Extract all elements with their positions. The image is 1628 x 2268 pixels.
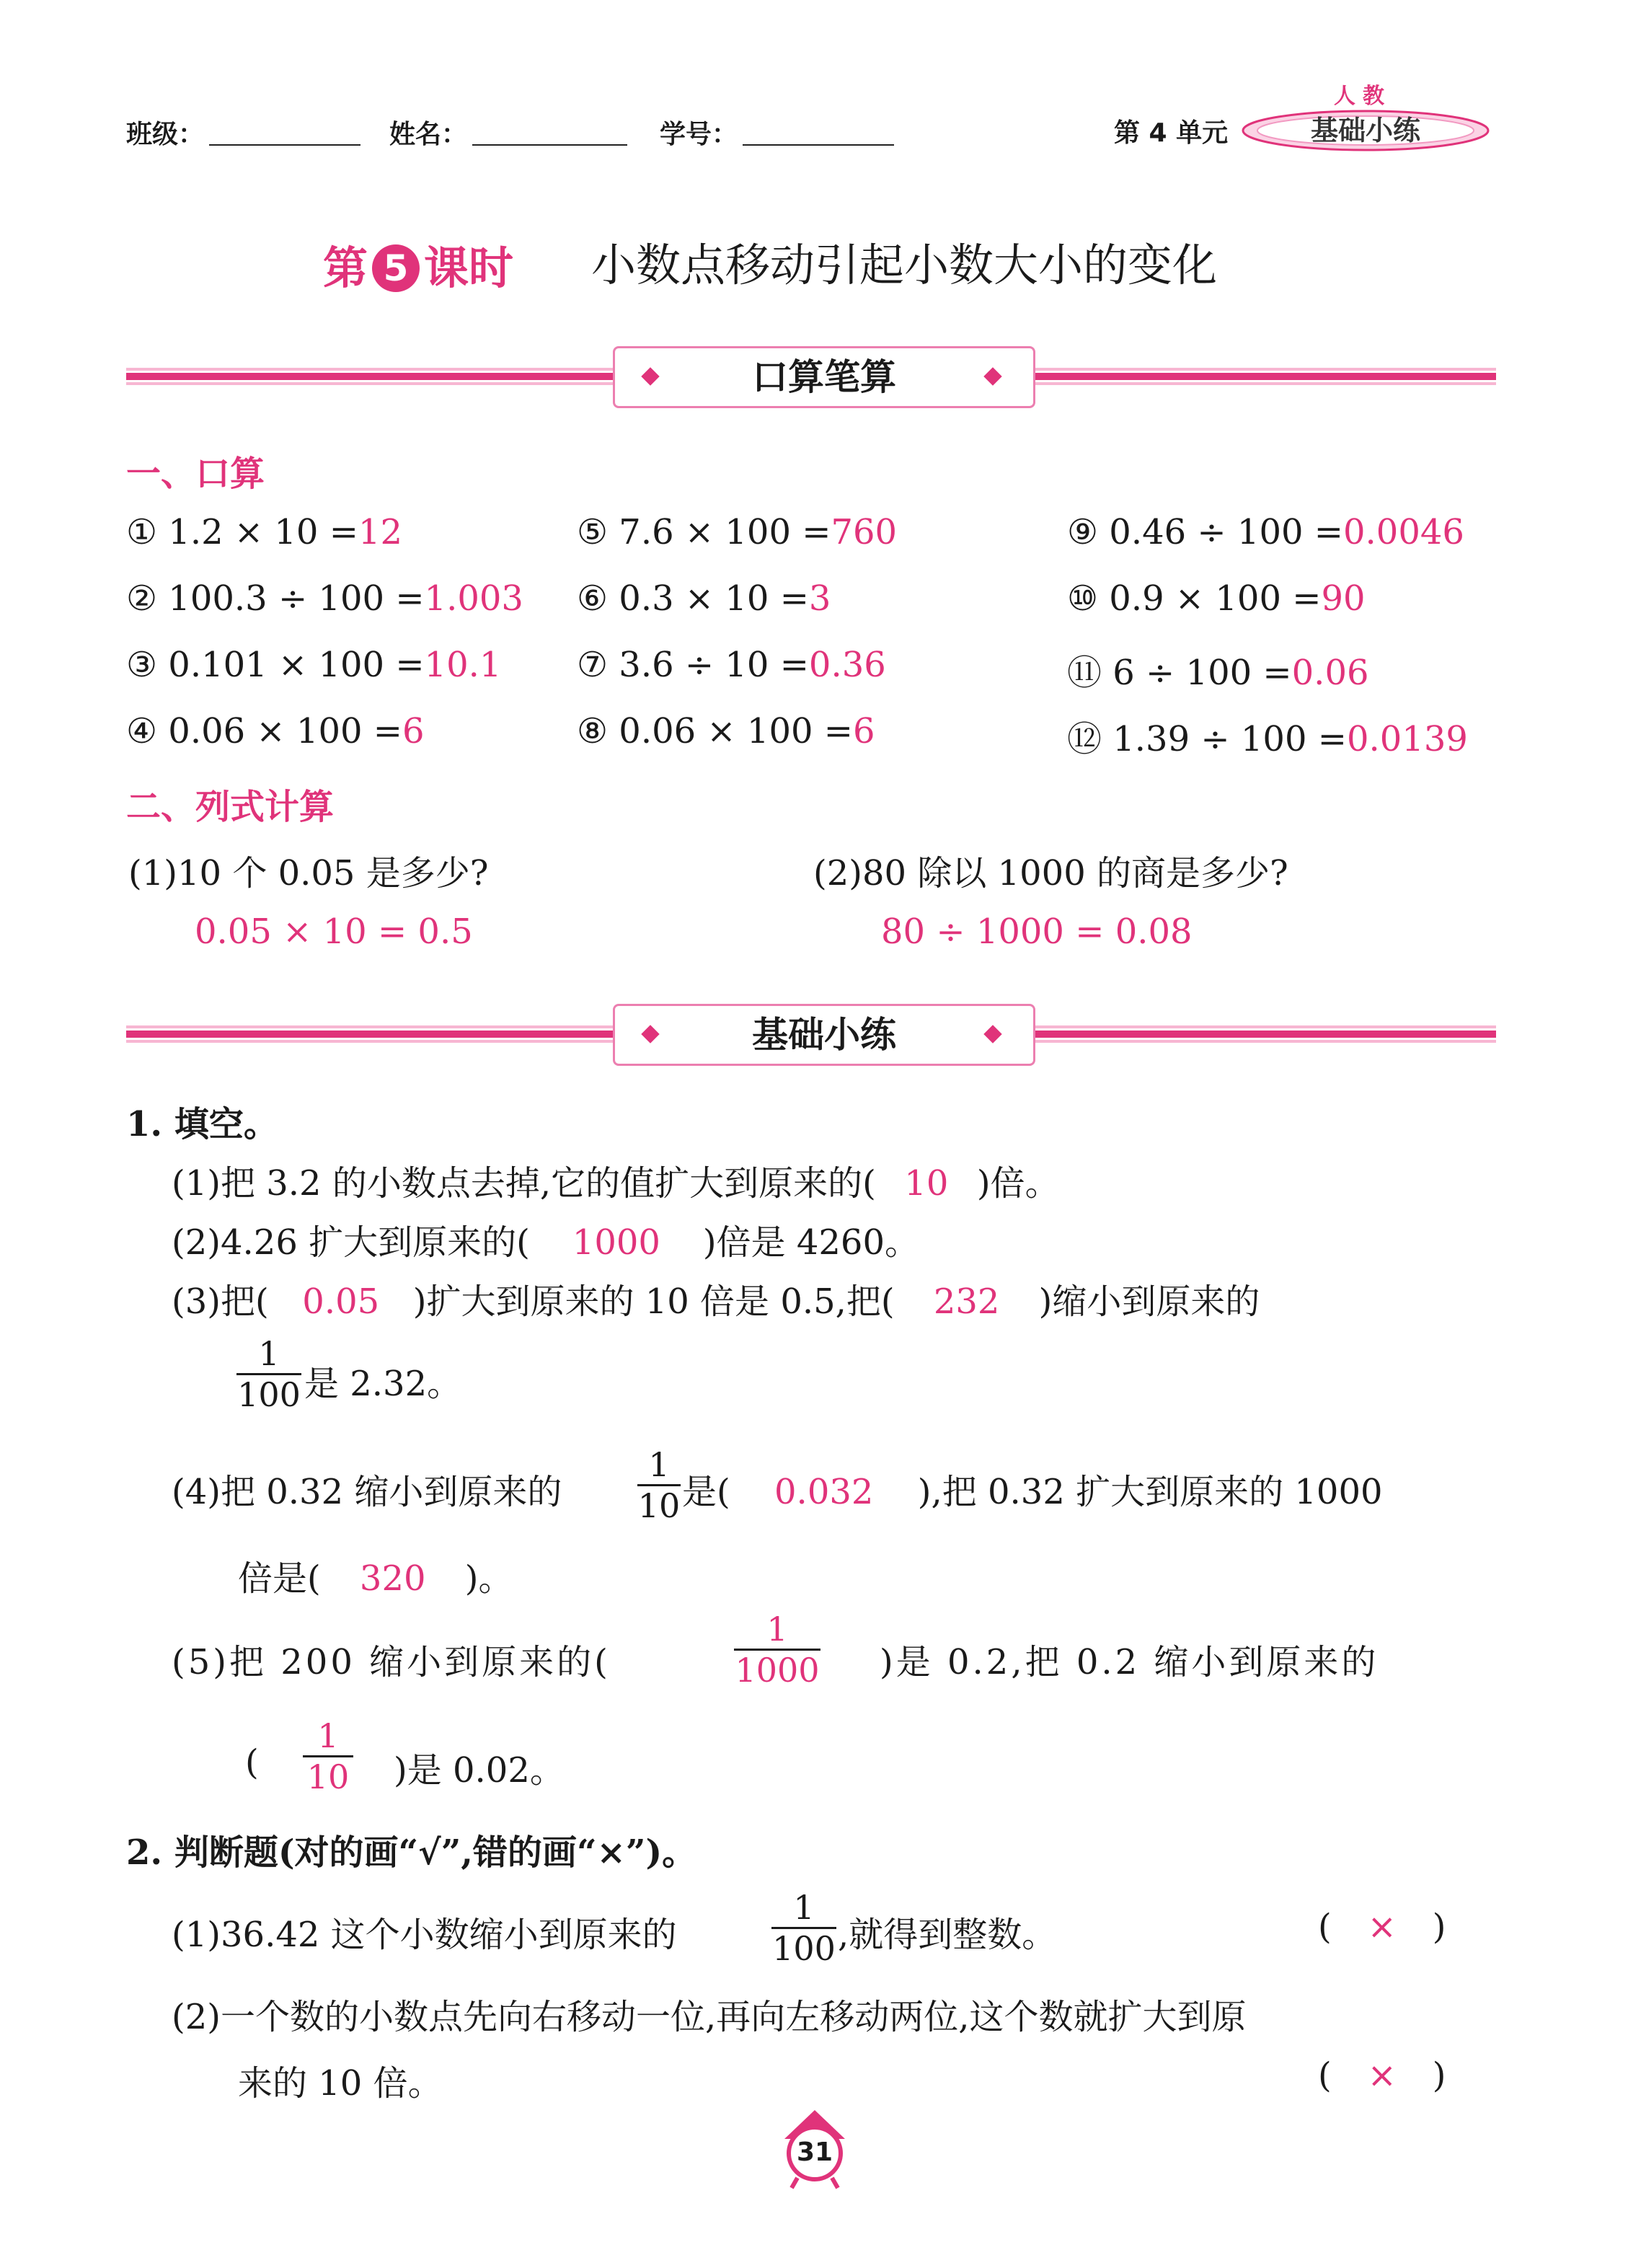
cross-icon: × bbox=[1367, 1907, 1397, 1947]
badge-text: 基础小练 bbox=[1310, 115, 1420, 146]
judge-answer-2: ( × ) bbox=[1318, 2055, 1446, 2096]
fill-answer: 232 bbox=[933, 1281, 1000, 1322]
fill-answer: 10 bbox=[904, 1163, 949, 1204]
class-blank bbox=[209, 144, 360, 146]
section-banner-basic bbox=[126, 1004, 1496, 1064]
oral-item: ⑩ 0.9 × 100 =90 bbox=[1067, 578, 1366, 619]
written-question: (1)10 个 0.05 是多少? bbox=[128, 853, 489, 893]
oral-item: ② 100.3 ÷ 100 =1.003 bbox=[126, 578, 523, 619]
lesson-number-circle: 5 bbox=[372, 244, 420, 292]
written-heading: 二、列式计算 bbox=[126, 787, 335, 827]
question-2-title: 2. 判断题(对的画“√”,错的画“×”)。 bbox=[126, 1832, 697, 1873]
fill-item-3-end: 是 2.32。 bbox=[304, 1364, 462, 1404]
fill-item-2: (2)4.26 扩大到原来的( 1000 )倍是 4260。 bbox=[172, 1222, 920, 1263]
fill-item-4: (4)把 0.32 缩小到原来的 bbox=[172, 1472, 562, 1512]
section-banner-oral bbox=[126, 346, 1496, 407]
judge-item-1-b: ,就得到整数。 bbox=[838, 1915, 1057, 1955]
judge-answer-1: ( × ) bbox=[1318, 1907, 1446, 1947]
fraction: 1 100 bbox=[237, 1334, 301, 1414]
banner-box bbox=[613, 346, 1035, 408]
question-1-title: 1. 填空。 bbox=[126, 1104, 278, 1144]
fill-answer: 0.05 bbox=[302, 1281, 380, 1322]
fill-item-5: (5)把 200 缩小到原来的( bbox=[172, 1642, 611, 1682]
lesson-number bbox=[323, 232, 513, 296]
written-answer: 0.05 × 10 = 0.5 bbox=[195, 912, 473, 952]
fill-item-4-c: 倍是( 320 )。 bbox=[238, 1558, 513, 1599]
series-badge bbox=[1240, 108, 1491, 153]
oral-item: ⑦ 3.6 ÷ 10 =0.36 bbox=[577, 645, 886, 685]
oral-heading: 一、口算 bbox=[126, 454, 265, 494]
written-answer: 80 ÷ 1000 = 0.08 bbox=[881, 912, 1193, 952]
banner-box bbox=[613, 1004, 1035, 1066]
class-label: 班级： bbox=[126, 120, 205, 149]
oral-item: ① 1.2 × 10 =12 bbox=[126, 512, 402, 552]
lesson-suffix: 课时 bbox=[424, 242, 514, 294]
page-number-badge bbox=[771, 2106, 858, 2192]
oral-item: ⑨ 0.46 ÷ 100 =0.0046 bbox=[1067, 512, 1464, 552]
lesson-prefix: 第 bbox=[323, 242, 368, 294]
oral-item: ⑤ 7.6 × 100 =760 bbox=[577, 512, 898, 552]
fill-item-5-c: ( bbox=[245, 1742, 259, 1783]
number-label: 学号： bbox=[660, 120, 738, 149]
fraction: 1 10 bbox=[637, 1445, 681, 1525]
judge-item-2-b: 来的 10 倍。 bbox=[238, 2063, 443, 2104]
fill-answer: 320 bbox=[359, 1558, 426, 1599]
written-question: (2)80 除以 1000 的商是多少? bbox=[813, 853, 1288, 893]
oral-item: ⑧ 0.06 × 100 =6 bbox=[577, 711, 875, 751]
fraction: 1 100 bbox=[772, 1888, 836, 1968]
banner-title: 基础小练 bbox=[752, 1014, 896, 1056]
publisher-label: 人教 bbox=[1334, 84, 1392, 109]
oral-item: ④ 0.06 × 100 =6 bbox=[126, 711, 425, 751]
banner-title: 口算笔算 bbox=[752, 356, 896, 398]
cross-icon: × bbox=[1367, 2055, 1397, 2096]
oral-item: ⑫ 1.39 ÷ 100 =0.0139 bbox=[1067, 719, 1468, 759]
page-number: 31 bbox=[796, 2137, 833, 2167]
oral-item: ③ 0.101 × 100 =10.1 bbox=[126, 645, 502, 685]
name-blank bbox=[472, 144, 627, 146]
fill-answer: 0.032 bbox=[774, 1472, 874, 1512]
unit-label: 第 4 单元 bbox=[1114, 118, 1229, 148]
oral-item: ⑥ 0.3 × 10 =3 bbox=[577, 578, 831, 619]
name-label: 姓名： bbox=[389, 120, 468, 149]
fill-item-5-d: )是 0.02。 bbox=[394, 1750, 565, 1791]
fill-answer-fraction: 1 10 bbox=[303, 1716, 353, 1796]
judge-item-2: (2)一个数的小数点先向右移动一位,再向左移动两位,这个数就扩大到原 bbox=[172, 1997, 1247, 2037]
fill-item-1: (1)把 3.2 的小数点去掉,它的值扩大到原来的( 10 )倍。 bbox=[172, 1163, 1060, 1204]
fill-answer-fraction: 1 1000 bbox=[735, 1610, 820, 1690]
fill-item-4-b: 是( 0.032 ),把 0.32 扩大到原来的 1000 bbox=[682, 1472, 1383, 1512]
judge-item-1: (1)36.42 这个小数缩小到原来的 bbox=[172, 1915, 677, 1955]
fill-answer: 1000 bbox=[572, 1222, 660, 1263]
number-blank bbox=[743, 144, 894, 146]
fill-item-3: (3)把( 0.05 )扩大到原来的 10 倍是 0.5,把( 232 )缩小到原来的 bbox=[172, 1281, 1260, 1322]
fill-item-5-b: )是 0.2,把 0.2 缩小到原来的 bbox=[880, 1642, 1379, 1682]
page-title: 小数点移动引起小数大小的变化 bbox=[591, 239, 1218, 291]
oral-item: ⑪ 6 ÷ 100 =0.06 bbox=[1067, 653, 1369, 693]
